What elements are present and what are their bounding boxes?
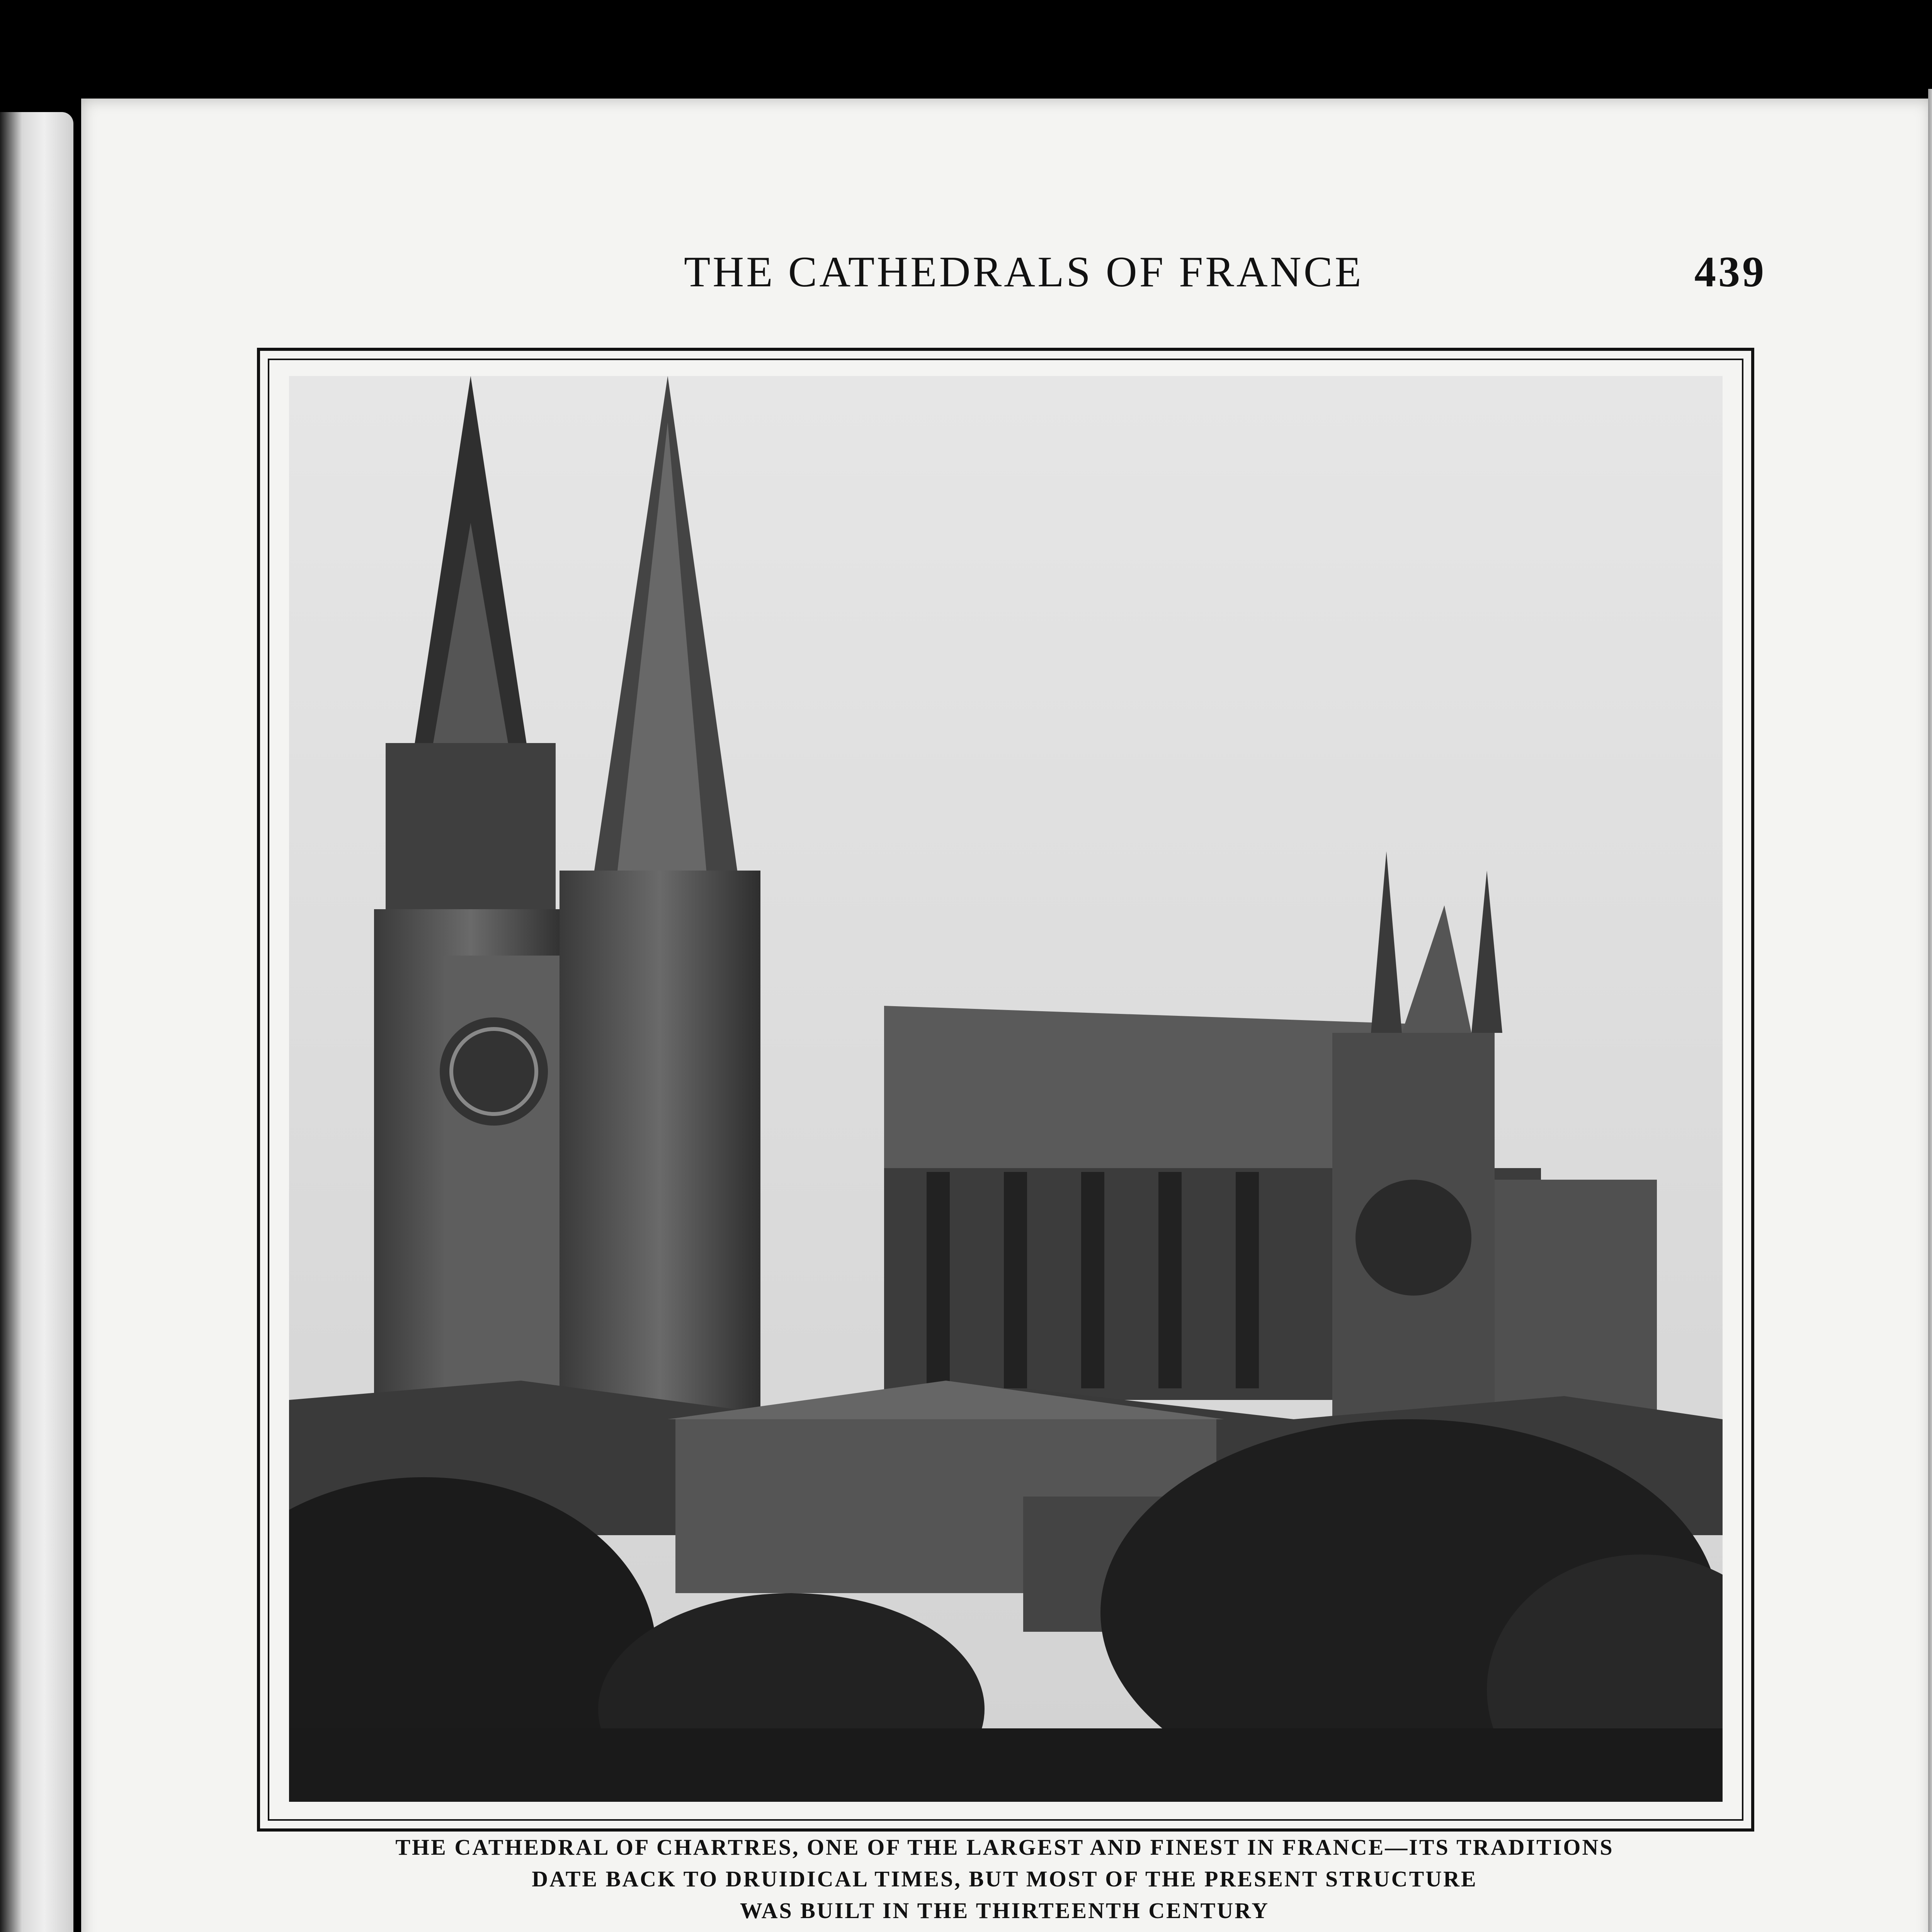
photo-frame xyxy=(257,348,1754,1832)
running-title: THE CATHEDRALS OF FRANCE xyxy=(684,248,1364,296)
facing-page-edge xyxy=(0,112,73,1932)
caption-line: THE CATHEDRAL OF CHARTRES, ONE OF THE LARGEST AND FINEST IN FRANCE—ITS TRADITIONS xyxy=(395,1835,1614,1860)
page-number: 439 xyxy=(1694,248,1766,296)
caption-line: WAS BUILT IN THE THIRTEENTH CENTURY xyxy=(740,1898,1269,1923)
photo-caption xyxy=(255,1832,1754,1927)
cathedral-photograph xyxy=(289,376,1723,1802)
cathedral-illustration xyxy=(289,376,1723,1802)
page-edge-shadow xyxy=(1928,89,1932,1932)
caption-line: DATE BACK TO DRUIDICAL TIMES, BUT MOST OF THE PRESENT STRUCTURE xyxy=(532,1866,1478,1891)
